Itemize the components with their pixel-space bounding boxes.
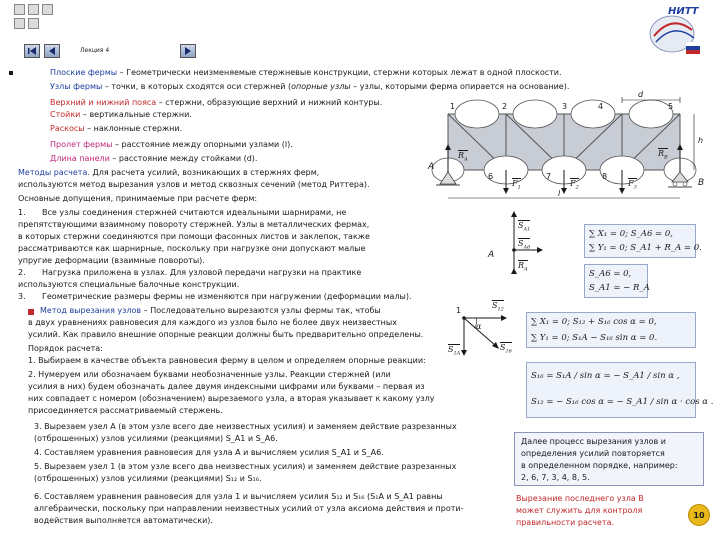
skip-back-icon [28,47,36,55]
load-f2-label: $F_2$ [570,179,579,191]
node-a-sol-row1: S_A6 = 0, [589,269,632,279]
node-1-eq-row2: ∑ Y₁ = 0; S₁A − S₁₆ sin α = 0. [531,333,658,343]
logo-text: НИТТ [668,6,699,17]
node-a-label: A [488,250,495,260]
assumption-2-num: 2. [18,268,26,277]
def-braces: Раскосы – наклонные стержни. [50,124,183,133]
load-f1-label: $F_1$ [512,179,521,191]
cutting-step1: 1. Выбираем в качестве объекта равновесия ферму в целом и определяем опорные реакции: [28,356,426,365]
next-slide-button[interactable] [180,44,196,58]
support-b-label: B [698,178,705,188]
truss-node-3: 3 [562,102,568,111]
node-1-label: 1 [456,306,462,315]
cutting-step2b: усилия в них) будем обозначать далее двумя индексными цифрами или буквами – первая из [28,382,425,391]
final-note-line1: Вырезание последнего узла B [516,494,644,503]
arrow-right-icon [184,47,192,55]
deco-square [14,4,25,15]
assumption-2-l2: используются специальные балочные конструкции. [18,280,240,289]
node-a-sol-row2: S_A1 = − R_A [589,283,650,293]
methods-line1: Методы расчета. Для расчета усилий, возникающих в стержнях ферм, [18,168,320,177]
truss-node-7: 7 [546,172,552,181]
assumption-3-num: 3. [18,292,26,301]
deco-square [42,4,53,15]
process-note [514,432,704,486]
deco-square [28,4,39,15]
prev-slide-button[interactable] [44,44,60,58]
node-a-diagram [484,210,544,282]
assumption-1-l3: в которых стержни соединяются при помощи фасонных листов и заклепок, также [18,232,370,241]
node-a-equations [584,224,702,258]
node-1-diagram [448,300,518,362]
institute-logo [642,4,706,56]
node-a-solution [584,264,648,298]
node-a-ra-label: $R_A$ [518,261,528,273]
node-1-eq-row1: ∑ X₁ = 0; S₁₂ + S₁₆ cos α = 0, [531,317,657,327]
note-line1: Далее процесс вырезания узлов и [521,437,666,446]
assumption-1-l2: препятствующими взаимному повороту стержней. Узлы в металлических фермах, [18,220,370,229]
node-a-eq-row2: ∑ Y₁ = 0; S_A1 + R_A = 0. [589,243,702,253]
cutting-step3a: 3. Вырезаем узел A (в этом узле всего две неизвестных усилия) и заменяем действие разрезанных [34,422,457,431]
truss-diagram [420,86,710,202]
cutting-step6a: 6. Составляем уравнения равновесия для узла 1 и вычисляем усилия S₁₂ и S₁₆ (S₁A и S_A1 равны [34,492,443,501]
deco-square [28,18,39,29]
note-line2: определения усилий повторяется [521,449,665,458]
reaction-rb-label: $R_B$ [658,149,668,161]
assumption-1-l1: Все узлы соединения стержней считаются идеальными шарнирами, не [42,208,347,217]
final-note-line3: правильности расчета. [516,518,615,527]
node-1-s16-label: $S_{16}$ [500,343,512,355]
bullet-marker [28,309,34,315]
node-1-sol-row2: S₁₂ = − S₁₆ cos α = − S_A1 / sin α · cos α . [531,397,714,407]
node-a-sa1-label: $S_{A1}$ [518,221,531,233]
cutting-step2d: присоединяется рассматриваемый стержень. [28,406,223,415]
node-a-sa6-label: $S_{A6}$ [518,239,531,251]
node-1-s1a-label: $S_{1A}$ [448,345,461,357]
def-posts: Стойки – вертикальные стержни. [50,110,192,119]
cutting-line3: усилий. Как правило внешние опорные реакции должны быть предварительно определены. [28,330,424,339]
deco-square [14,18,25,29]
cutting-step5a: 5. Вырезаем узел 1 (в этом узле всего два неизвестных усилия) и заменяем действие разрезанных [34,462,457,471]
cutting-step5b: (отброшенных) узлов усилиями (реакциями) S₁₂ и S₁₆. [34,474,262,483]
cutting-line4: Порядок расчета: [28,344,103,353]
note-line3: в определенном порядке, например: [521,461,678,470]
assumption-3-l1: Геометрические размеры фермы не изменяются при нагружении (деформации малы). [42,292,412,301]
truss-node-4: 4 [598,102,604,111]
node-1-sol-row1: S₁₆ = S₁A / sin α = − S_A1 / sin α , [531,371,680,381]
page-number: 10 [688,504,710,526]
cutting-step6c: водействия выполняется автоматически). [34,516,213,525]
final-note-line2: может служить для контроля [516,506,643,515]
truss-node-2: 2 [502,102,508,111]
node-1-equations [526,312,696,348]
def-planar: Плоские фермы – Геометрически неизменяемые стержневые конструкции, стержни которых лежат в одной плоскости. [50,68,562,77]
cutting-line1: Метод вырезания узлов – Последовательно вырезаются узлы фермы так, чтобы [40,306,381,315]
node-a-eq-row1: ∑ X₁ = 0; S_A6 = 0, [589,229,673,239]
dim-d-label: d [638,90,644,99]
def-panel: Длина панели – расстояние между стойками (d). [50,154,258,163]
node-1-s12-label: $S_{12}$ [492,301,504,313]
cutting-line2: в двух уравнениях равновесия для каждого из узлов было не более двух неизвестных [28,318,397,327]
cutting-step2a: 2. Нумеруем или обозначаем буквами необозначенные узлы. Реакции стержней (или [28,370,391,379]
dim-h-label: h [698,136,704,145]
cutting-step4: 4. Составляем уравнения равновесия для узла A и вычисляем усилия S_A1 и S_A6. [34,448,384,457]
cutting-step3b: (отброшенных) узлов усилиями (реакциями) S_A1 и S_A6. [34,434,278,443]
cutting-step6b: алгебраически, поскольку при направлении неизвестных усилий от узла аксиома действия и проти- [34,504,464,513]
support-a-label: A [428,162,435,172]
truss-node-1: 1 [450,102,456,111]
truss-node-6: 6 [488,172,494,181]
assumption-1-l5: упругие деформации (взаимные повороты). [18,256,205,265]
first-slide-button[interactable] [24,44,40,58]
cutting-step2c: них совпадает с номером (обозначением) вырезаемого узла, а вторая указывает к какому узлу [28,394,435,403]
def-chords: Верхний и нижний пояса – стержни, образующие верхний и нижний контуры. [50,98,383,107]
dim-l-label: l [558,189,561,198]
methods-line2: используются метод вырезания узлов и метод сквозных сечений (метод Риттера). [18,180,370,189]
arrow-left-icon [48,47,56,55]
assumption-1-num: 1. [18,208,26,217]
assumption-2-l1: Нагрузка приложена в узлах. Для узловой передачи нагрузки на практике [42,268,362,277]
bullet-marker [9,71,13,75]
note-line4: 2, 6, 7, 3, 4, 8, 5. [521,473,590,482]
node-1-alpha-label: α [476,322,482,331]
node-1-solution [526,362,714,418]
assumption-1-l4: рассматриваются как шарнирные, поскольку при нагрузке они допускают малые [18,244,366,253]
def-span: Пролет фермы – расстояние между опорными узлами (l). [50,140,293,149]
truss-node-5: 5 [668,102,674,111]
lecture-label: Лекция 4 [80,47,110,54]
load-f3-label: $F_3$ [628,179,637,191]
truss-node-8: 8 [602,172,608,181]
reaction-ra-label: $R_A$ [458,151,468,163]
def-nodes: Узлы фермы – точки, в которых сходятся оси стержней (опорные узлы – узлы, которыми ферма опирается на основание). [50,82,570,91]
methods-line3: Основные допущения, принимаемые при расчете ферм: [18,194,258,203]
